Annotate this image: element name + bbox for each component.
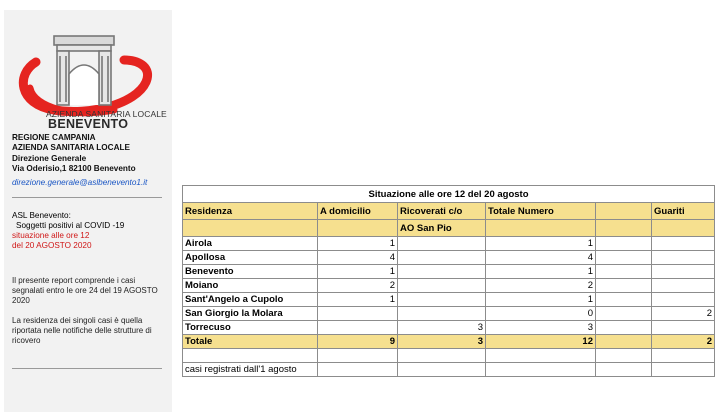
table-header-row — [183, 203, 715, 220]
row-residenza: Sant'Angelo a Cupolo — [183, 293, 318, 307]
header-ricoverati: Ricoverati c/o — [398, 203, 486, 220]
covid-report-table — [182, 185, 715, 377]
row-guariti — [652, 237, 715, 251]
sidebar — [4, 10, 172, 412]
table-row — [183, 307, 715, 321]
row-ricoverati — [398, 251, 486, 265]
row-guariti — [652, 293, 715, 307]
header-domicilio: A domicilio — [318, 203, 398, 220]
table-row — [183, 251, 715, 265]
row-totale: 1 — [486, 265, 596, 279]
row-domicilio: 1 — [318, 293, 398, 307]
asl-date-line1: situazione alle ore 12 — [12, 231, 90, 240]
row-residenza: San Giorgio la Molara — [183, 307, 318, 321]
table-title-row — [183, 186, 715, 203]
logo-title: BENEVENTO — [48, 117, 129, 131]
logo-subtitle: AZIENDA SANITARIA LOCALE — [46, 109, 167, 119]
total-extra — [596, 335, 652, 349]
row-extra — [596, 265, 652, 279]
organization-address — [12, 133, 136, 175]
row-extra — [596, 307, 652, 321]
total-label: Totale — [183, 335, 318, 349]
row-guariti — [652, 251, 715, 265]
table-total-row — [183, 335, 715, 349]
row-ricoverati: 3 — [398, 321, 486, 335]
divider — [12, 368, 162, 369]
row-domicilio — [318, 321, 398, 335]
row-totale: 0 — [486, 307, 596, 321]
row-residenza: Moiano — [183, 279, 318, 293]
asl-title: ASL Benevento: — [12, 211, 71, 220]
row-residenza: Airola — [183, 237, 318, 251]
header-empty — [596, 203, 652, 220]
total-totale: 12 — [486, 335, 596, 349]
row-residenza: Apollosa — [183, 251, 318, 265]
header-guariti: Guariti — [652, 203, 715, 220]
divider — [12, 197, 162, 198]
row-ricoverati — [398, 265, 486, 279]
table-row — [183, 279, 715, 293]
row-guariti: 2 — [652, 307, 715, 321]
table-subheader-row — [183, 220, 715, 237]
residence-note: La residenza dei singoli casi è quella riportata nelle notifiche delle strutture di ricovero — [12, 316, 152, 345]
row-guariti — [652, 265, 715, 279]
total-guariti: 2 — [652, 335, 715, 349]
row-ricoverati — [398, 279, 486, 293]
org-line: Direzione Generale — [12, 153, 87, 163]
row-extra — [596, 321, 652, 335]
row-ricoverati — [398, 293, 486, 307]
row-totale: 2 — [486, 279, 596, 293]
table-row — [183, 237, 715, 251]
row-extra — [596, 237, 652, 251]
row-domicilio: 2 — [318, 279, 398, 293]
row-domicilio — [318, 307, 398, 321]
row-extra — [596, 279, 652, 293]
header-totale: Totale Numero — [486, 203, 596, 220]
row-totale: 1 — [486, 237, 596, 251]
org-line: AZIENDA SANITARIA LOCALE — [12, 143, 130, 153]
org-line: REGIONE CAMPANIA — [12, 133, 96, 142]
email-link[interactable]: direzione.generale@aslbenevento1.it — [12, 178, 148, 187]
footer-row — [183, 363, 715, 377]
table-row — [183, 293, 715, 307]
table-row — [183, 321, 715, 335]
row-residenza: Torrecuso — [183, 321, 318, 335]
total-ricoverati: 3 — [398, 335, 486, 349]
asl-summary — [12, 211, 124, 251]
row-guariti — [652, 321, 715, 335]
row-guariti — [652, 279, 715, 293]
row-ricoverati — [398, 307, 486, 321]
table-body — [183, 237, 715, 335]
header-residenza: Residenza — [183, 203, 318, 220]
org-line: Via Oderisio,1 82100 Benevento — [12, 164, 136, 174]
table-row — [183, 265, 715, 279]
row-extra — [596, 251, 652, 265]
row-totale: 4 — [486, 251, 596, 265]
row-extra — [596, 293, 652, 307]
asl-date-line2: del 20 AGOSTO 2020 — [12, 241, 92, 250]
footer-note: casi registrati dall'1 agosto — [183, 363, 318, 377]
subheader-ao-san-pio: AO San Pio — [398, 220, 486, 237]
total-domicilio: 9 — [318, 335, 398, 349]
table-title: Situazione alle ore 12 del 20 agosto — [183, 186, 715, 203]
asl-subtitle: Soggetti positivi al COVID -19 — [16, 221, 125, 230]
row-domicilio: 1 — [318, 265, 398, 279]
row-domicilio: 1 — [318, 237, 398, 251]
row-domicilio: 4 — [318, 251, 398, 265]
row-ricoverati — [398, 237, 486, 251]
row-totale: 3 — [486, 321, 596, 335]
row-totale: 1 — [486, 293, 596, 307]
report-note: Il presente report comprende i casi segnalati entro le ore 24 del 19 AGOSTO 2020 — [12, 276, 158, 305]
spacer-row — [183, 349, 715, 363]
row-residenza: Benevento — [183, 265, 318, 279]
